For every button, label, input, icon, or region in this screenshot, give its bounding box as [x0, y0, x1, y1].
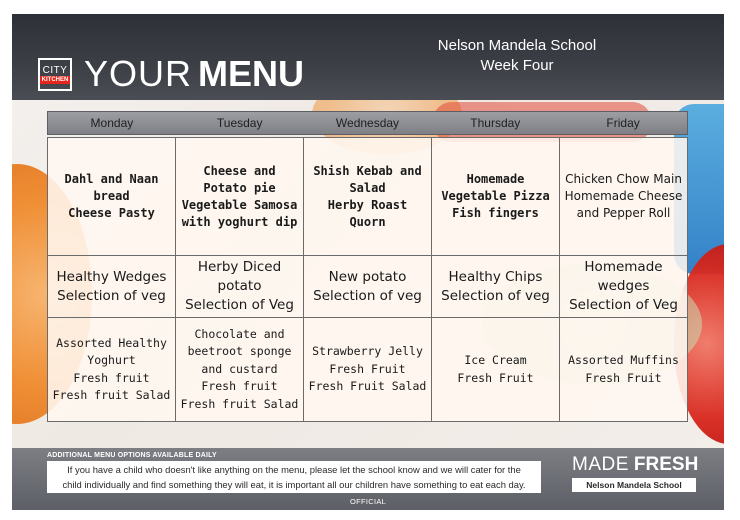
side-dish-row [48, 256, 688, 318]
cell-line: Selection of veg [57, 287, 166, 304]
cell-line: Fresh fruit Salad [52, 388, 171, 402]
note-line: If you have a child who doesn't like anything on the menu, please let the school know and we will cater for the [67, 464, 521, 475]
side-friday [560, 256, 688, 318]
side-monday [48, 256, 176, 318]
logo-city-text: CITY [42, 65, 68, 76]
note-line: child individually and find something they will eat, it is important all our children have something to eat each day. [62, 478, 526, 490]
official-marking: OFFICIAL [350, 497, 387, 506]
school-name: Nelson Mandela School [437, 37, 597, 54]
cell-line: Assorted Healthy Yoghurt [56, 335, 167, 367]
side-thursday [432, 256, 560, 318]
cell-line: Fish fingers [452, 206, 539, 220]
main-monday [48, 138, 176, 256]
logo-kitchen-text: KITCHEN [41, 77, 69, 83]
city-kitchen-logo [38, 58, 72, 91]
cell-line: Ice Cream [464, 353, 527, 367]
dessert-thursday [432, 318, 560, 422]
cell-line: Herby Diced potato [197, 259, 282, 294]
header-banner [12, 14, 724, 100]
side-wednesday [304, 256, 432, 318]
cell-line: Cheese and Potato pie [203, 163, 276, 195]
page-title [84, 54, 304, 94]
main-wednesday [304, 138, 432, 256]
cell-line: Shish Kebab and Salad [313, 163, 422, 195]
additional-options-heading: ADDITIONAL MENU OPTIONS AVAILABLE DAILY [47, 452, 217, 459]
cell-line: Healthy Chips [448, 268, 543, 285]
cell-line: Selection of veg [313, 287, 422, 304]
cell-line: Fresh fruit [201, 379, 278, 394]
dessert-wednesday [304, 318, 432, 422]
cell-line: Vegetable Samosa with yoghurt dip [181, 197, 298, 229]
school-heading [392, 36, 642, 76]
cell-line: New potato [328, 268, 407, 285]
cell-line: Dahl and Naan bread [64, 172, 159, 203]
cell-line: Cheese Pasty [68, 206, 155, 220]
page-title-light: YOUR [84, 53, 193, 94]
week-label: Week Four [480, 57, 554, 74]
cell-line: Herby Roast Quorn [327, 197, 408, 229]
made-fresh-light: MADE [572, 454, 629, 475]
school-badge: Nelson Mandela School [572, 478, 696, 492]
cell-line: Assorted Muffins [568, 353, 679, 367]
made-fresh-bold: FRESH [633, 454, 699, 475]
main-tuesday [176, 138, 304, 256]
cell-line: Homemade Cheese and Pepper Roll [564, 189, 683, 220]
made-fresh-logo [572, 454, 698, 476]
day-header-row [47, 111, 688, 135]
cell-line: Homemade Vegetable Pizza [441, 172, 550, 203]
dessert-row [48, 318, 688, 422]
cell-line: Selection of Veg [569, 297, 678, 313]
cell-line: Fresh Fruit [329, 361, 406, 376]
page-title-bold: MENU [198, 53, 305, 94]
day-monday: Monday [90, 116, 134, 130]
dessert-monday [48, 318, 176, 422]
menu-table [47, 137, 688, 422]
side-tuesday [176, 256, 304, 318]
cell-line: Fresh fruit [73, 370, 150, 385]
day-friday: Friday [606, 116, 640, 130]
cell-line: Fresh Fruit [457, 370, 534, 385]
cell-line: Selection of veg [441, 287, 550, 304]
cell-line: Strawberry Jelly [312, 344, 423, 359]
main-friday [560, 138, 688, 256]
cell-line: Chicken Chow Main [565, 172, 682, 186]
cell-line: Healthy Wedges [56, 268, 167, 285]
allergy-note [47, 461, 541, 493]
cell-line: Homemade wedges [584, 259, 663, 294]
day-wednesday: Wednesday [335, 116, 400, 130]
day-tuesday: Tuesday [216, 116, 263, 130]
cell-line: Selection of Veg [185, 297, 294, 313]
dessert-friday [560, 318, 688, 422]
main-thursday [432, 138, 560, 256]
menu-grid [47, 111, 688, 422]
main-course-row [48, 138, 688, 256]
cell-line: Chocolate and beetroot sponge and custard [187, 326, 292, 376]
cell-line: Fresh Fruit Salad [308, 379, 427, 394]
cell-line: Fresh fruit Salad [180, 396, 299, 411]
menu-page [12, 14, 724, 510]
footer-banner [12, 448, 724, 510]
cell-line: Fresh Fruit [585, 370, 662, 385]
day-thursday: Thursday [470, 116, 521, 130]
dessert-tuesday [176, 318, 304, 422]
